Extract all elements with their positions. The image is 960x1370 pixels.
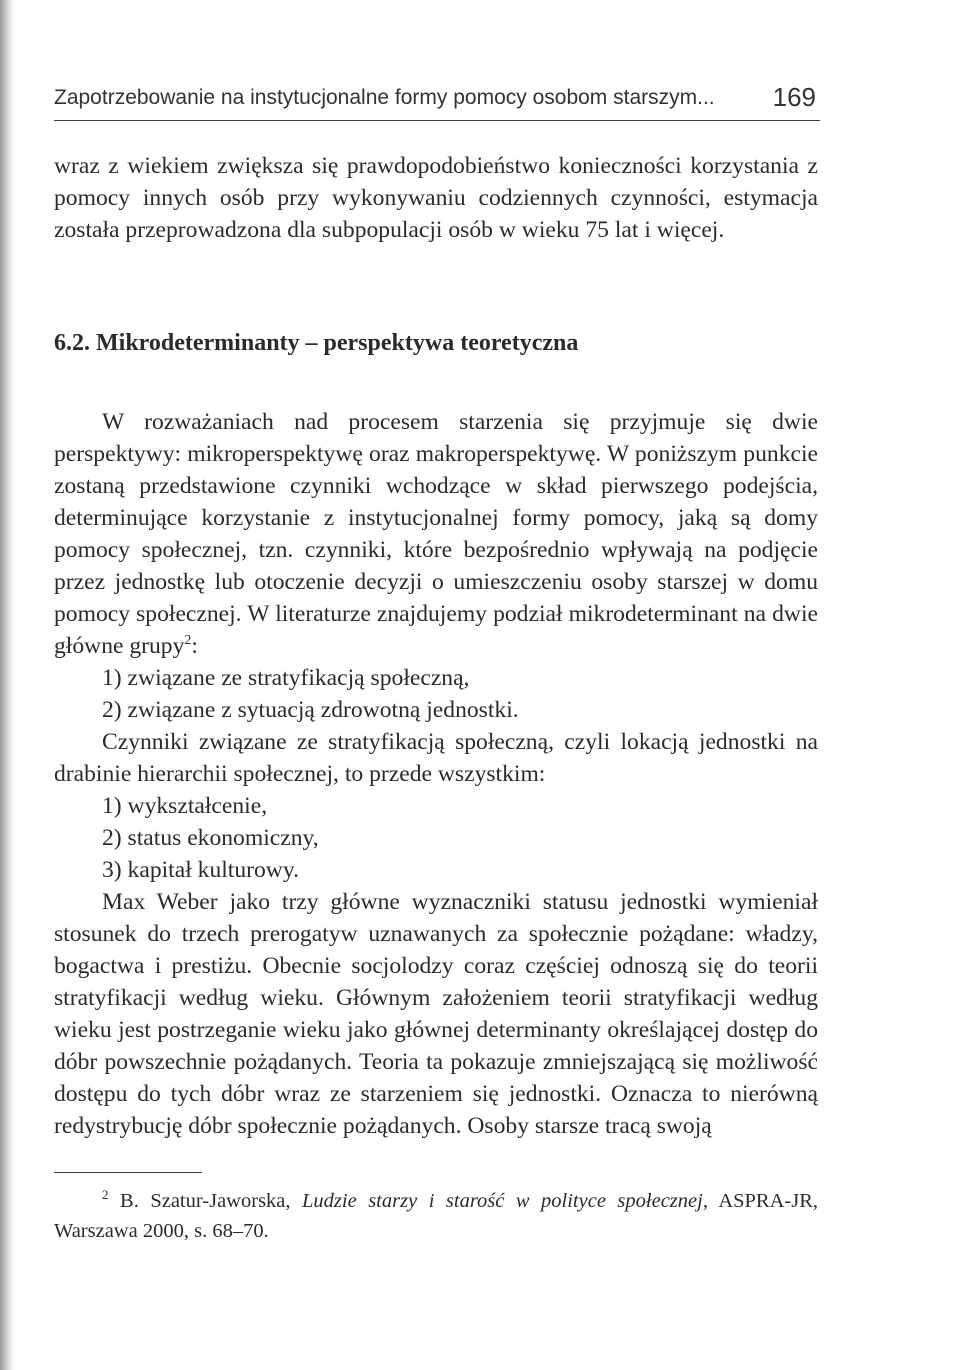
intro-paragraph: wraz z wiekiem zwiększa się prawdopodobieństwo konieczności korzystania z pomocy innych osób przy wykonywaniu codziennych czynności, estymacja została przeprowadzona dla subpopulacji osób w wieku 75 lat i więcej. bbox=[54, 153, 818, 243]
paragraph-stratification: Czynniki związane ze stratyfikacją społeczną, czyli lokacją jednostki na drabinie hierarchii społecznej, to przede wszystkim: bbox=[54, 729, 818, 787]
footnote bbox=[54, 1186, 818, 1246]
footnote-title: Ludzie starzy i starość w polityce społecznej bbox=[302, 1190, 703, 1212]
footnote-author: B. Szatur-Jaworska, bbox=[120, 1190, 291, 1212]
factors-list bbox=[54, 790, 818, 886]
list-item: 1) wykształcenie, bbox=[102, 793, 268, 819]
section-heading: 6.2. Mikrodeterminanty – perspektywa teoretyczna bbox=[54, 330, 579, 356]
list-item: 1) związane ze stratyfikacją społeczną, bbox=[102, 665, 470, 691]
footnote-publication: , ASPRA-JR, Warszawa 2000, s. 68–70. bbox=[54, 1190, 819, 1242]
section-body bbox=[54, 406, 818, 1142]
list-item: 2) status ekonomiczny, bbox=[102, 825, 319, 851]
running-header bbox=[54, 84, 820, 121]
paragraph-perspectives bbox=[54, 406, 818, 662]
paragraph-perspectives-end: : bbox=[191, 633, 198, 659]
paragraph-weber: Max Weber jako trzy główne wyznaczniki statusu jednostki wymieniał stosunek do trzech prerogatyw uznawanych za społecznie pożądane: władzy, bogactwa i prestiżu. Obecnie socjolodzy coraz częściej odnoszą się do teorii stratyfikacji według wieku. Głównym założeniem teorii stratyfikacji według wieku jest postrzeganie wieku jako głównej determinanty określającej dostęp do dóbr powszechnie pożądanych. Teoria ta pokazuje zmniejszającą się możliwość dostępu do tych dóbr wraz ze starzeniem się jednostki. Oznacza to nierówną redystrybucję dóbr społecznie pożądanych. Osoby starsze tracą swoją bbox=[54, 889, 818, 1139]
footnote-marker: 2 bbox=[102, 1187, 109, 1202]
page-number: 169 bbox=[772, 82, 816, 112]
footnote-reference: 2 bbox=[184, 633, 192, 648]
list-item: 2) związane z sytuacją zdrowotną jednostki. bbox=[102, 697, 519, 723]
list-item: 3) kapitał kulturowy. bbox=[102, 857, 300, 883]
footnote-separator bbox=[54, 1172, 202, 1173]
paragraph-perspectives-text: W rozważaniach nad procesem starzenia się przyjmuje się dwie perspektywy: mikroperspektywę oraz makroperspektywę. W poniższym punkcie zostaną przedstawione czynniki wchodzące w skład pierwszego podejścia, determinujące korzystanie z instytucjonalnej formy pomocy, jaką są domy pomocy społecznej, tzn. czynniki, które bezpośrednio wpływają na podjęcie przez jednostkę lub otoczenie decyzji o umieszczeniu osoby starszej w domu pomocy społecznej. W literaturze znajdujemy podział mikrodeterminant na dwie główne grupy bbox=[54, 409, 818, 659]
running-title: Zapotrzebowanie na instytucjonalne formy pomocy osobom starszym... bbox=[54, 86, 715, 109]
groups-list bbox=[54, 662, 818, 726]
page-spine-shadow bbox=[0, 0, 14, 1370]
